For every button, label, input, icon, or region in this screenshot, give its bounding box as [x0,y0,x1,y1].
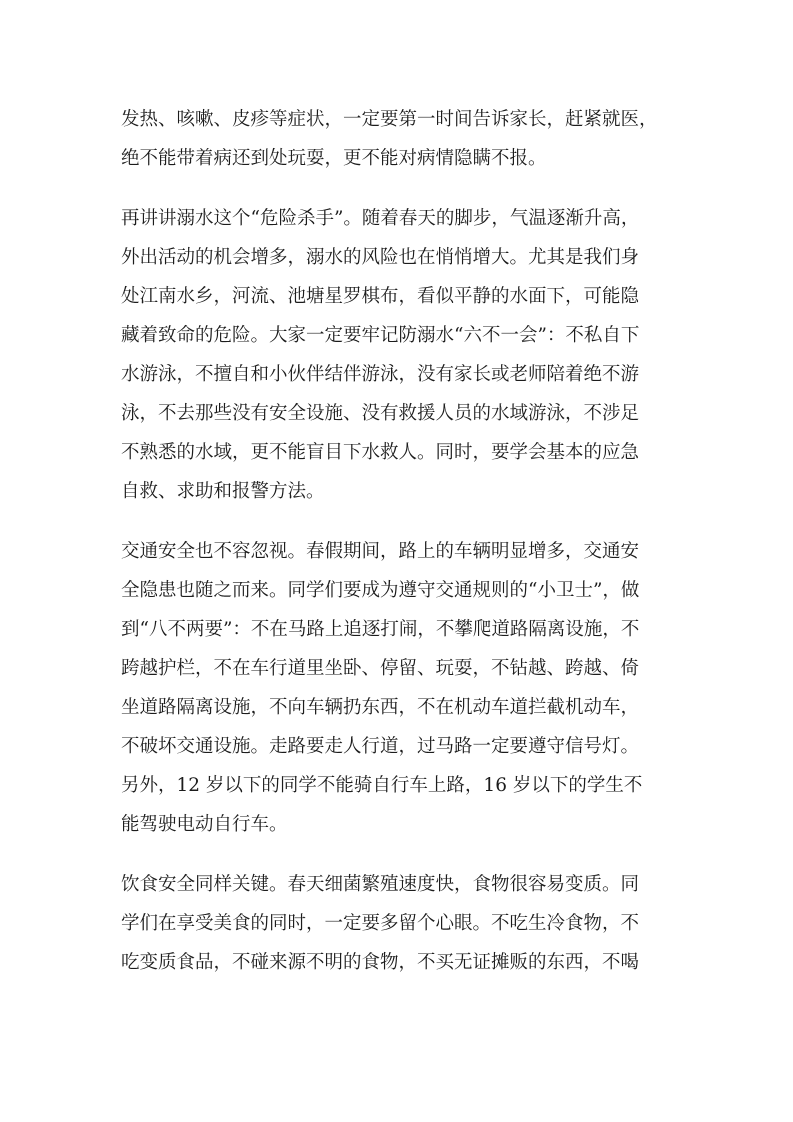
text-line: 到“八不两要”：不在马路上追逐打闹，不攀爬道路隔离设施，不 [121,619,640,640]
text-line: 水游泳，不擅自和小伙伴结伴游泳，没有家长或老师陪着绝不游 [121,364,640,385]
paragraph-illness [121,100,691,178]
text-line: 吃变质食品，不碰来源不明的食物，不买无证摊贩的东西，不喝 [121,952,640,973]
text-line: 坐道路隔离设施，不向车辆扔东西，不在机动车道拦截机动车， [121,697,640,718]
text-line: 能驾驶电动自行车。 [121,814,288,835]
text-line: 再讲讲溺水这个“危险杀手”。随着春天的脚步，气温逐渐升高， [121,208,640,229]
text-line: 藏着致命的危险。大家一定要牢记防溺水“六不一会”：不私自下 [121,325,640,346]
text-line: 交通安全也不容忽视。春假期间，路上的车辆明显增多，交通安 [121,541,640,562]
text-line: 绝不能带着病还到处玩耍，更不能对病情隐瞒不报。 [121,148,547,169]
paragraph-food [121,865,691,982]
paragraph-drowning [121,199,691,511]
document-body [121,100,691,1003]
text-line: 泳，不去那些没有安全设施、没有救援人员的水域游泳，不涉足 [121,403,640,424]
text-line: 全隐患也随之而来。同学们要成为遵守交通规则的“小卫士”，做 [121,580,640,601]
text-line: 不熟悉的水域，更不能盲目下水救人。同时，要学会基本的应急 [121,442,640,463]
text-line: 饮食安全同样关键。春天细菌繁殖速度快，食物很容易变质。同 [121,874,640,895]
text-line: 学们在享受美食的同时，一定要多留个心眼。不吃生冷食物，不 [121,913,640,934]
text-line: 自救、求助和报警方法。 [121,481,325,502]
text-line: 不破坏交通设施。走路要走人行道，过马路一定要遵守信号灯。 [121,736,640,757]
text-line: 发热、咳嗽、皮疹等症状，一定要第一时间告诉家长，赶紧就医， [121,109,658,130]
text-line: 另外，12 岁以下的同学不能骑自行车上路，16 岁以下的学生不 [121,775,643,796]
text-line: 处江南水乡，河流、池塘星罗棋布，看似平静的水面下，可能隐 [121,286,640,307]
text-line: 跨越护栏，不在车行道里坐卧、停留、玩耍，不钻越、跨越、倚 [121,658,640,679]
text-line: 外出活动的机会增多，溺水的风险也在悄悄增大。尤其是我们身 [121,247,640,268]
paragraph-traffic [121,532,691,844]
